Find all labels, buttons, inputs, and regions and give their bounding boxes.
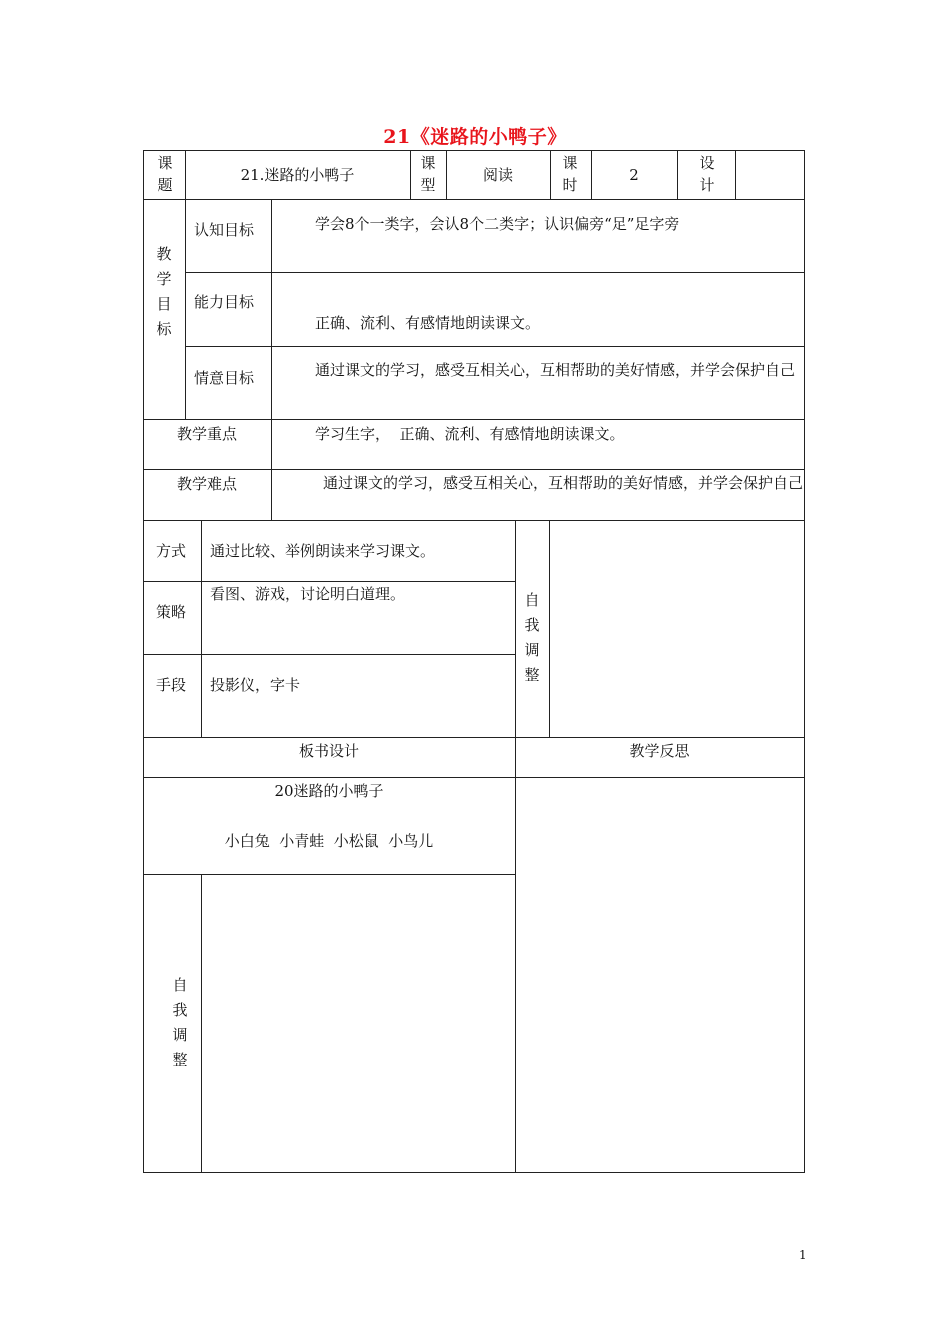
type-label: 课型	[420, 154, 436, 194]
cognitive-text: 学会8个一类字，会认8个二类字；认识偏旁“足”足字旁	[315, 215, 680, 233]
strategy-label: 策略	[156, 603, 187, 621]
key-point-text: 学习生字， 正确、流利、有感情地朗读课文。	[315, 425, 625, 443]
board-title: 20迷路的小鸭子	[274, 782, 384, 800]
cognitive-label: 认知目标	[194, 221, 255, 239]
period-value: 2	[629, 166, 639, 184]
page-number: 1	[799, 1248, 807, 1262]
reflection-label: 教学反思	[629, 742, 690, 760]
ability-text: 正确、流利、有感情地朗读课文。	[315, 314, 541, 332]
goals-label: 教学目标	[156, 245, 172, 338]
board-design-label: 板书设计	[298, 742, 359, 760]
ability-label: 能力目标	[194, 293, 255, 311]
means-text: 投影仪，字卡	[210, 676, 301, 694]
period-label: 课时	[562, 154, 578, 194]
emotion-label: 情意目标	[194, 369, 255, 387]
self-adjust-label-bottom: 自我调整	[172, 976, 188, 1069]
strategy-text: 看图、游戏，讨论明白道理。	[210, 585, 406, 603]
self-adjust-label-top: 自我调整	[524, 591, 540, 684]
board-items: 小白兔 小青蛙 小松鼠 小鸟儿	[224, 832, 434, 850]
course-value: 21.迷路的小鸭子	[240, 166, 355, 184]
difficulty-label: 教学难点	[176, 475, 237, 493]
emotion-text: 通过课文的学习，感受互相关心，互相帮助的美好情感，并学会保护自己	[315, 361, 796, 379]
method-text: 通过比较、举例朗读来学习课文。	[210, 542, 436, 560]
key-point-label: 教学重点	[176, 425, 237, 443]
type-value: 阅读	[482, 166, 513, 184]
difficulty-text: 通过课文的学习，感受互相关心，互相帮助的美好情感，并学会保护自己	[323, 474, 804, 492]
course-label: 课题	[157, 154, 173, 194]
document-title: 21《迷路的小鸭子》	[383, 126, 567, 148]
design-label: 设计	[699, 154, 715, 194]
method-label: 方式	[156, 542, 187, 560]
means-label: 手段	[156, 676, 187, 694]
